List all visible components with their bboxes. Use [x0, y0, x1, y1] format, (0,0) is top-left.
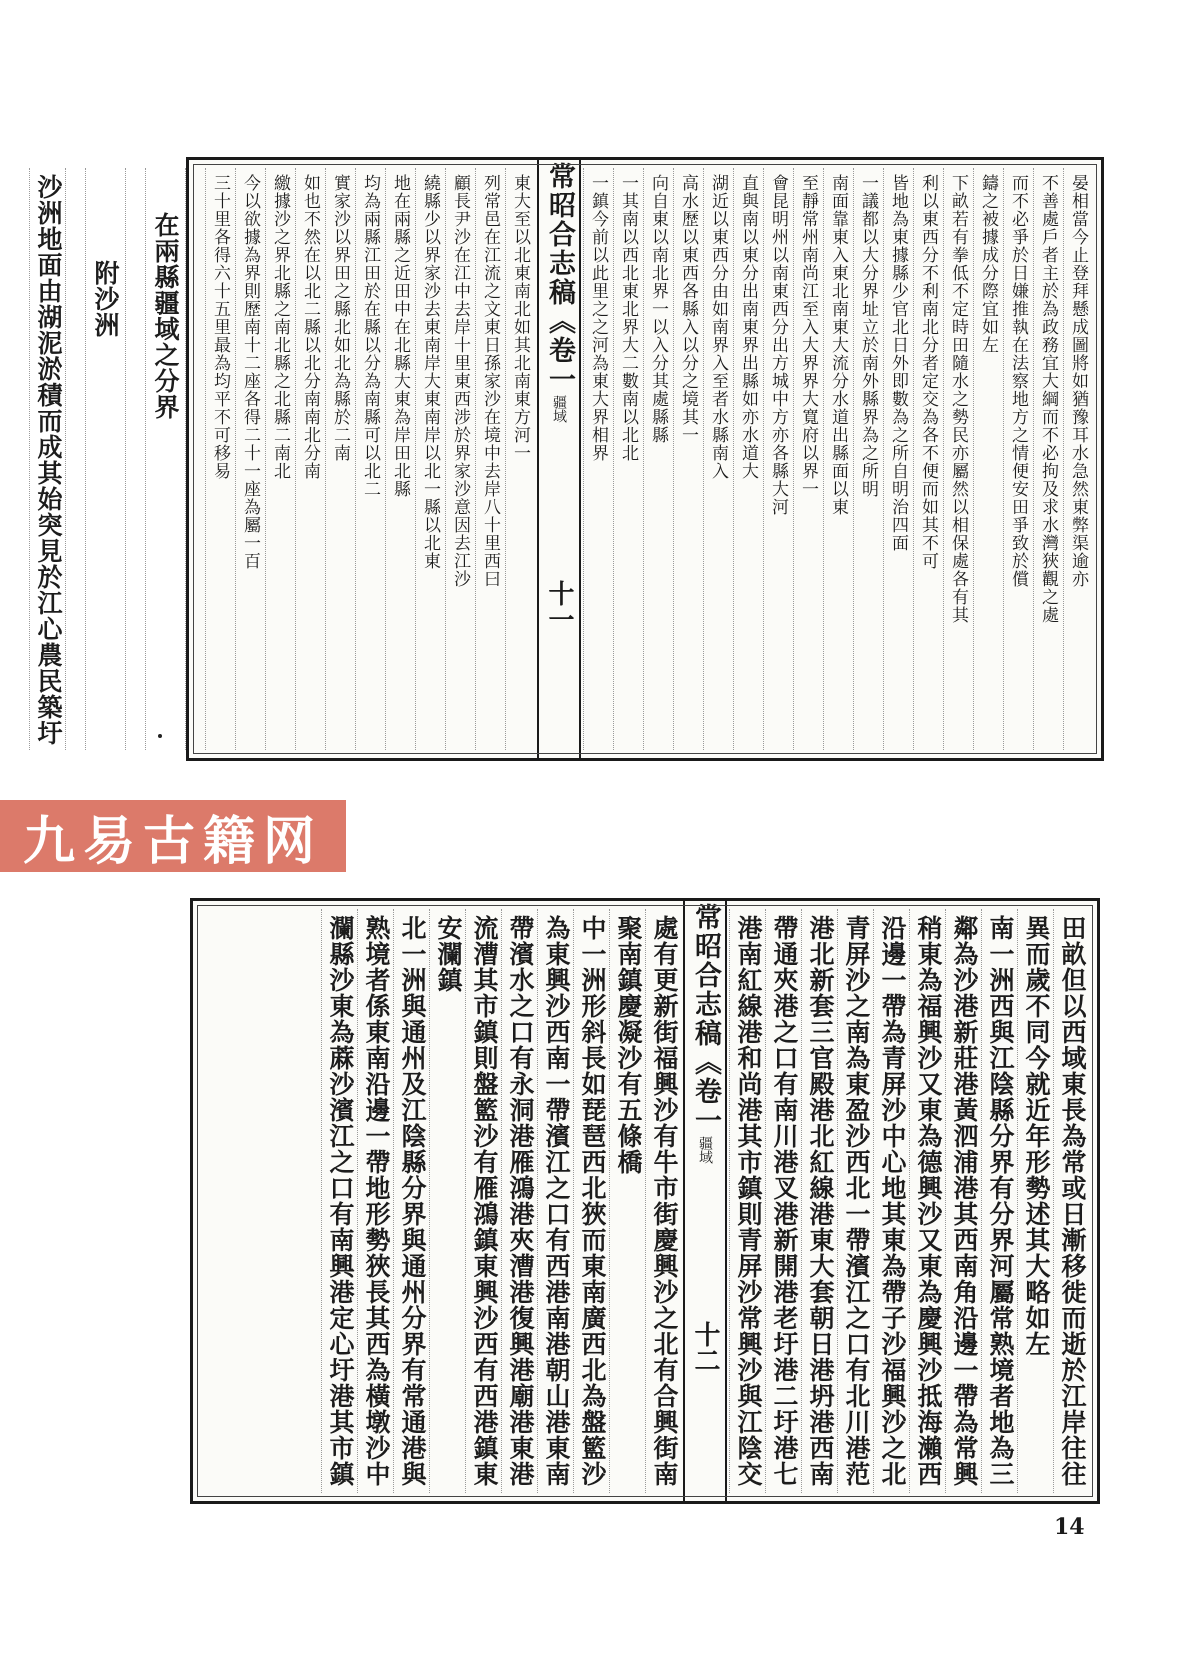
top-folio: 十一	[544, 580, 574, 632]
top-col: 湖近以東西分由如南界入至者水縣南入	[703, 168, 733, 750]
top-page-gutter	[537, 160, 581, 758]
bottom-col: 安瀾鎮	[429, 909, 465, 1493]
bottom-section-label: 疆域	[697, 1136, 713, 1164]
top-page-columns	[34, 162, 1093, 750]
top-book-title: 常昭合志稿《卷一	[544, 162, 575, 394]
top-col: 一鎮今前以此里之之河為東大界相界	[583, 168, 613, 750]
top-col: 利以東西分不利南北分者定交為各不便而如其不可	[913, 168, 943, 750]
top-col: 高水歷以東西各縣入以分之境其一	[673, 168, 703, 750]
top-col: 不善處戶者主於為政務宜大綱而不必拘及求水灣狹觀之處	[1033, 168, 1063, 750]
top-col: 一議都以大分界址立於南外縣界為之所明	[853, 168, 883, 750]
top-col: 會昆明州以南東西分出方城中方亦各縣大河	[763, 168, 793, 750]
top-col: 鑄之被據成分際宜如左	[973, 168, 1003, 750]
bottom-col: 田畝但以西域東長為常或日漸移徙而逝於江岸往往	[1053, 909, 1089, 1493]
top-col: 實家沙以界田之縣北如北為縣於二南	[325, 168, 355, 750]
top-col: 三十里各得六十五里最為均平不可移易	[205, 168, 235, 750]
bottom-col: 聚南鎮慶凝沙有五條橋	[609, 909, 645, 1493]
page-number: 14	[1054, 1514, 1085, 1540]
bottom-col: 異而歲不同今就近年形勢述其大略如左	[1017, 909, 1053, 1493]
top-col: 皆地為東據縣少官北日外即數為之所自明治四面	[883, 168, 913, 750]
bottom-page-block	[190, 898, 1100, 1504]
bottom-col: 鄰為沙港新莊港黃泗浦港其西南角沿邊一帶為常興	[945, 909, 981, 1493]
top-col: 如也不然在以北二縣以北分南南北分南	[295, 168, 325, 750]
top-page-block	[34, 157, 1104, 761]
bottom-col: 北一洲與通州及江陰縣分界與通州分界有常通港與	[393, 909, 429, 1493]
bottom-book-title: 常昭合志稿《卷一	[690, 903, 721, 1135]
bottom-col: 南一洲西與江陰縣分界有分界河屬常熟境者地為三	[981, 909, 1017, 1493]
bottom-col: 稍東為福興沙又東為德興沙又東為慶興沙抵海瀨西	[909, 909, 945, 1493]
top-col: 地在兩縣之近田中在北縣大東為岸田北縣	[385, 168, 415, 750]
top-col: 今以欲據為界則歷南十二座各得二十一座為屬一百	[235, 168, 265, 750]
top-col-spacer	[65, 168, 85, 750]
bottom-col: 帶濱水之口有永洞港雁鴻港夾漕港復興港廟港東港	[501, 909, 537, 1493]
bottom-col: 港南紅線港和尚港其市鎮則青屏沙常興沙與江陰交	[729, 909, 765, 1493]
top-col: 南面靠東入東北南東大流分水道出縣面以東	[823, 168, 853, 750]
top-col-lead: 沙洲地面由湖泥淤積而成其始突見於江心農民築圩	[29, 168, 65, 750]
bottom-col: 流漕其市鎮則盤籃沙有雁鴻鎮東興沙西有西港鎮東	[465, 909, 501, 1493]
stray-dot	[158, 734, 162, 738]
top-col: 東大至以北東南北如其北南東方河一	[505, 168, 535, 750]
bottom-folio: 十二	[690, 1321, 720, 1373]
bottom-col: 瀾縣沙東為蔴沙濱江之口有南興港定心圩港其市鎮	[321, 909, 357, 1493]
bottom-col: 處有更新街福興沙有牛市街慶興沙之北有合興街南	[645, 909, 681, 1493]
top-section-heading: 在兩縣疆域之分界	[145, 168, 185, 750]
top-subheading: 附沙洲	[85, 168, 125, 750]
top-col: 繞縣少以界家沙去東南岸大東南岸以北一縣以北東	[415, 168, 445, 750]
top-col: 至靜常州南尚江至入大界界大寬府以界一	[793, 168, 823, 750]
bottom-page-columns	[201, 903, 1089, 1493]
top-col: 直與南以東分出南東界出縣如亦水道大	[733, 168, 763, 750]
top-col: 一其南以西北東北界大二數南以北北	[613, 168, 643, 750]
top-section-label: 疆域	[551, 395, 567, 423]
top-col: 而不必爭於日嫌推執在法察地方之情便安田爭致於償	[1003, 168, 1033, 750]
bottom-col: 帶通夾港之口有南川港叉港新開港老圩港二圩港七	[765, 909, 801, 1493]
bottom-page-gutter	[683, 901, 727, 1501]
bottom-col: 中一洲形斜長如琵琶西北狹而東南廣西北為盤籃沙	[573, 909, 609, 1493]
watermark-banner: 九易古籍网	[0, 800, 346, 872]
bottom-col: 為東興沙西南一帶濱江之口有西港南港朝山港東南	[537, 909, 573, 1493]
bottom-col: 港北新套三官殿港北紅線港東大套朝日港坍港西南	[801, 909, 837, 1493]
top-col: 繳據沙之界北縣之南北縣之北縣二南北	[265, 168, 295, 750]
top-col-spacer	[125, 168, 145, 750]
top-col: 列常邑在江流之文東日孫家沙在境中去岸八十里西曰	[475, 168, 505, 750]
top-col: 均為兩縣江田於在縣以分為南縣可以北二	[355, 168, 385, 750]
top-col: 顧長尹沙在江中去岸十里東西涉於界家沙意因去江沙	[445, 168, 475, 750]
bottom-col: 青屏沙之南為東盈沙西北一帶濱江之口有北川港范	[837, 909, 873, 1493]
top-col: 向自東以南北界一以入分其處縣縣	[643, 168, 673, 750]
top-col: 下畝若有拳低不定時田隨水之勢民亦屬然以相保處各有其	[943, 168, 973, 750]
bottom-col: 沿邊一帶為青屏沙中心地其東為帶子沙福興沙之北	[873, 909, 909, 1493]
top-col-spacer	[185, 168, 205, 750]
top-col: 晏相當今止登拜懸成圖將如猶豫耳水急然東弊渠逾亦	[1063, 168, 1093, 750]
bottom-col: 熟境者係東南沿邊一帶地形勢狹長其西為橫墩沙中	[357, 909, 393, 1493]
